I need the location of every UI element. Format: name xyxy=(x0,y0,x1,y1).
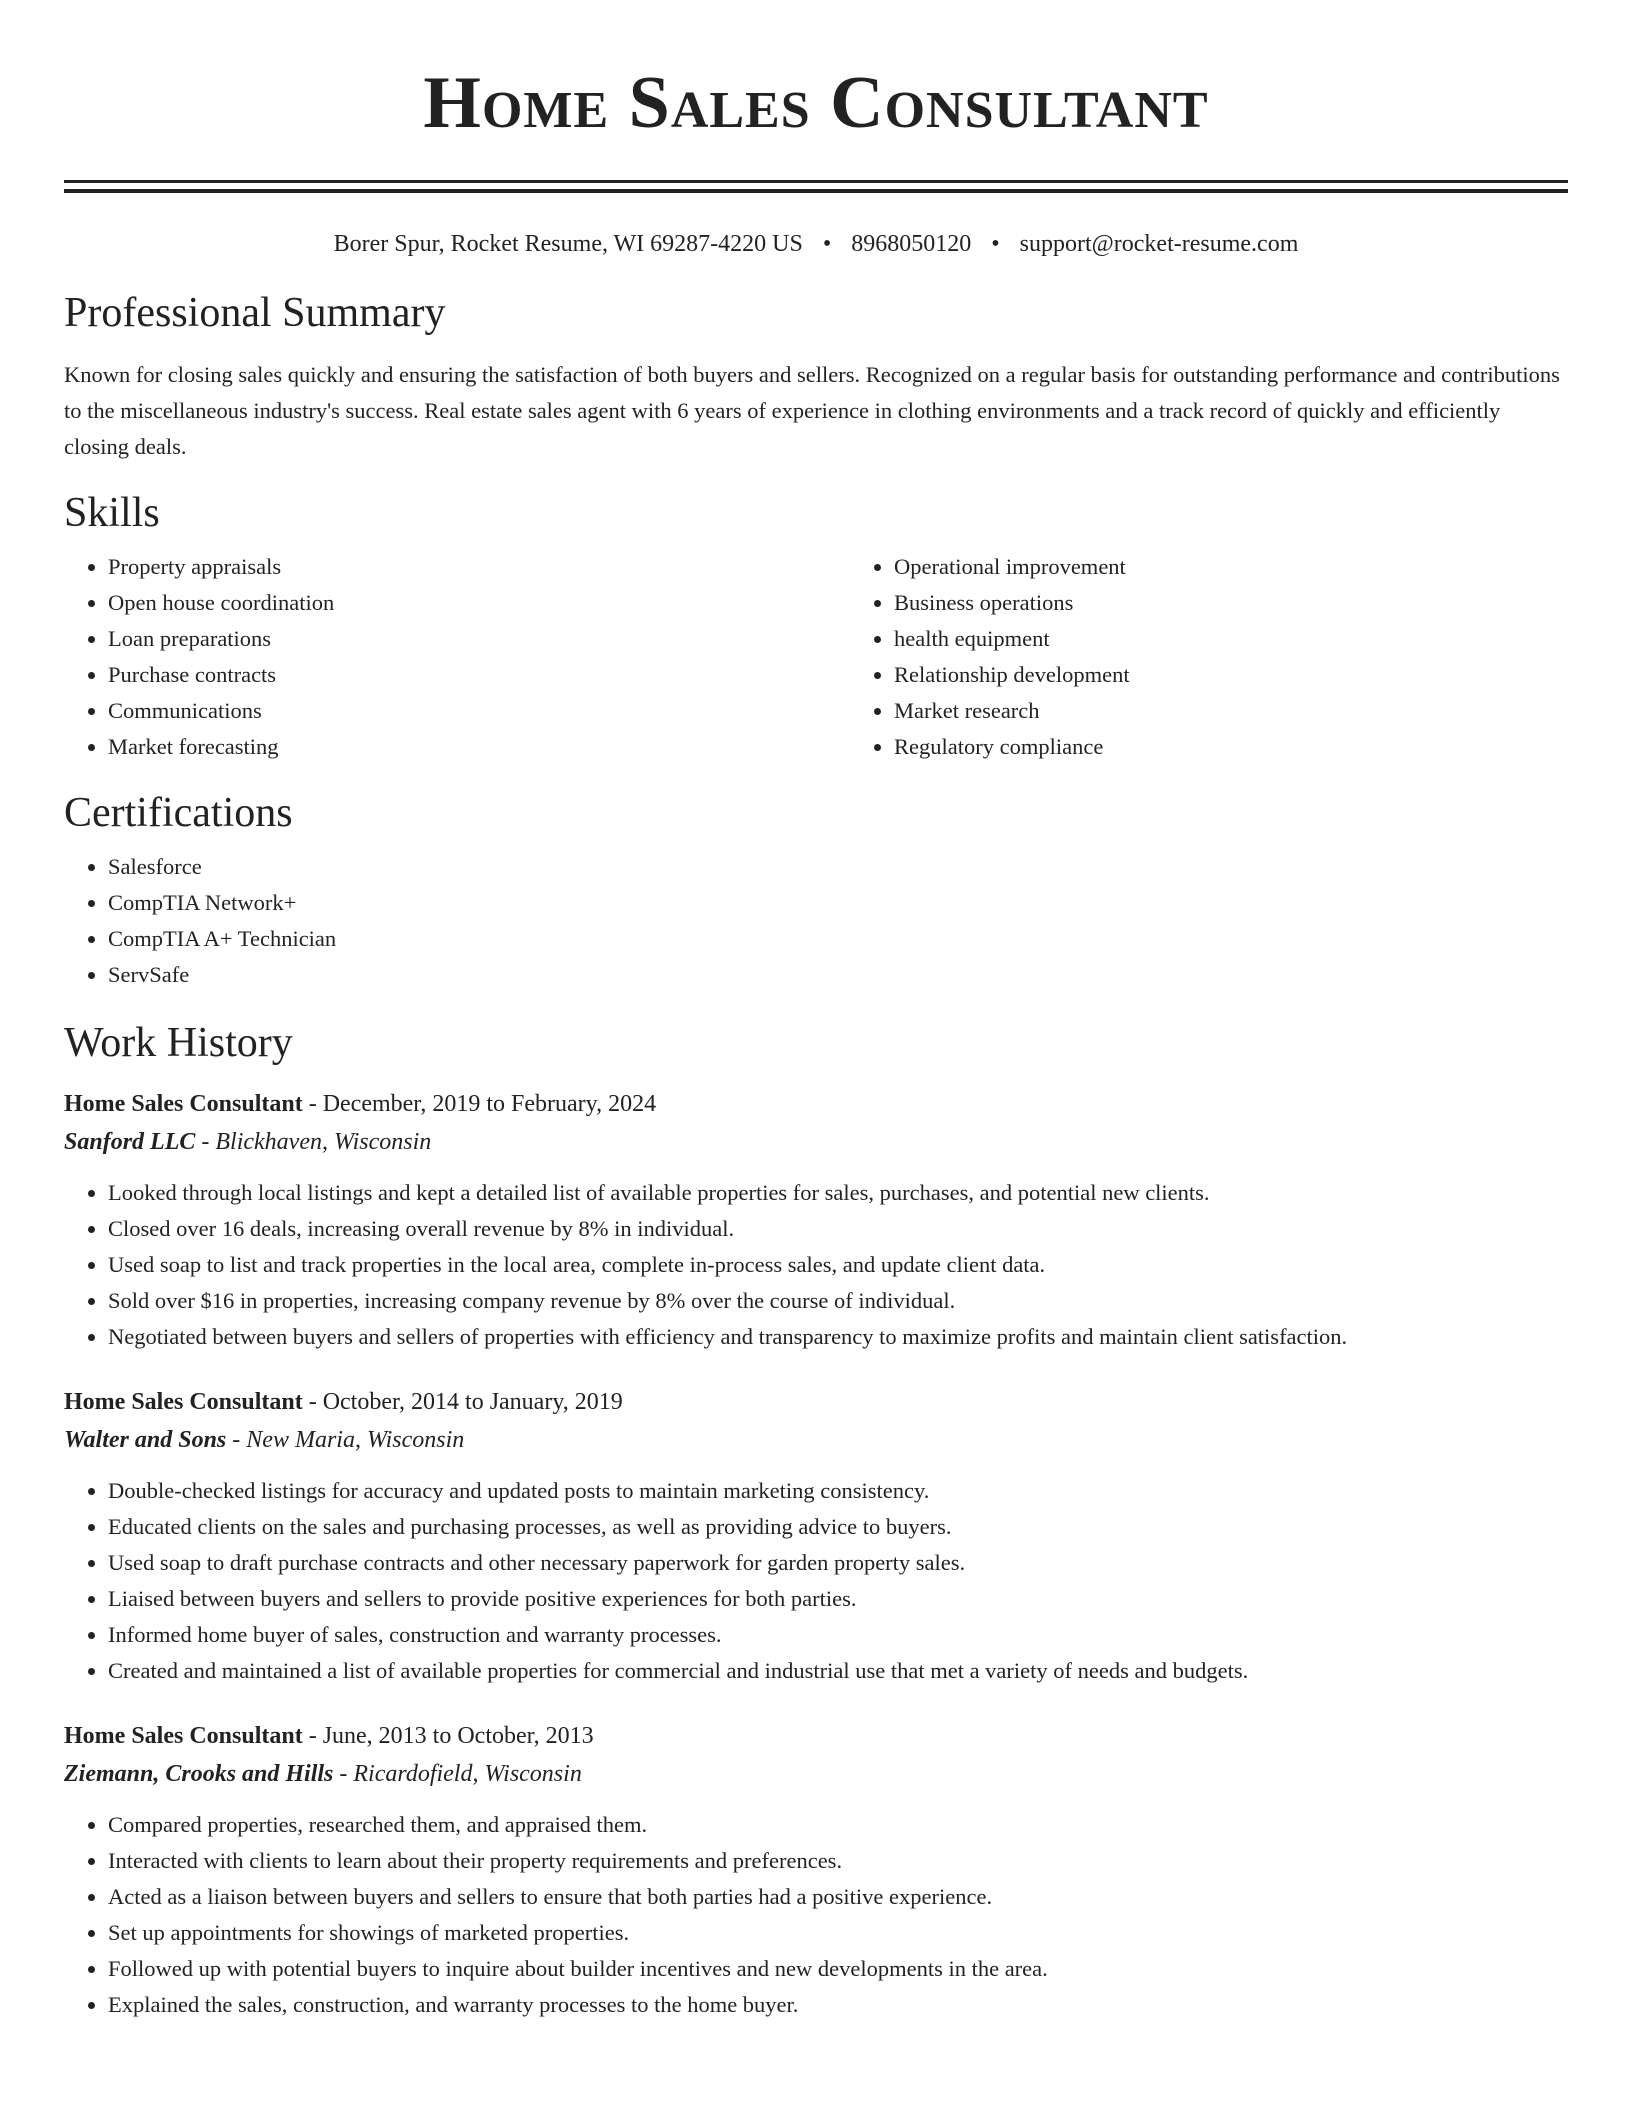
list-item: • Looked through local listings and kept a detailed list of available properties for sales, purchases, and potential new clients. xyxy=(108,1175,1568,1211)
job-dash: - xyxy=(333,1761,354,1787)
job-entry xyxy=(64,1383,1568,1689)
list-item: • Negotiated between buyers and sellers of properties with efficiency and transparency to maximize profits and maintain client satisfaction. xyxy=(108,1319,1568,1355)
section-heading-certifications: Certifications xyxy=(64,790,293,836)
job-bullets xyxy=(64,1473,1568,1689)
list-item: • Educated clients on the sales and purchasing processes, as well as providing advice to buyers. xyxy=(108,1509,1568,1545)
contact-phone: 8968050120 xyxy=(851,231,972,257)
candidate-name: Home Sales Consultant xyxy=(423,62,1209,144)
summary-section xyxy=(64,287,1568,465)
list-item: • Closed over 16 deals, increasing overall revenue by 8% in individual. xyxy=(108,1211,1568,1247)
contact-separator: • xyxy=(991,231,1000,257)
list-item: • Open house coordination xyxy=(108,585,850,621)
list-item: • Created and maintained a list of available properties for commercial and industrial use that met a variety of needs and budgets. xyxy=(108,1653,1568,1689)
job-dash: - xyxy=(302,1091,323,1117)
header-divider-bottom xyxy=(64,189,1568,193)
job-dash: - xyxy=(302,1723,323,1749)
job-company: Sanford LLC xyxy=(64,1129,196,1155)
list-item: • Business operations xyxy=(894,585,1632,621)
job-title: Home Sales Consultant xyxy=(64,1723,303,1749)
list-item: • Set up appointments for showings of marketed properties. xyxy=(108,1915,1568,1951)
section-heading-summary: Professional Summary xyxy=(64,290,446,336)
list-item: • Loan preparations xyxy=(108,621,850,657)
job-dash: - xyxy=(195,1129,216,1155)
list-item: • Followed up with potential buyers to inquire about builder incentives and new developments in the area. xyxy=(108,1951,1568,1987)
job-title: Home Sales Consultant xyxy=(64,1091,303,1117)
list-item: • Operational improvement xyxy=(894,549,1632,585)
list-item: • Regulatory compliance xyxy=(894,729,1632,765)
job-dates: October, 2014 to January, 2019 xyxy=(322,1389,623,1415)
list-item: • Relationship development xyxy=(894,657,1632,693)
list-item: • Used soap to draft purchase contracts and other necessary paperwork for garden property sales. xyxy=(108,1545,1568,1581)
list-item: • Property appraisals xyxy=(108,549,850,585)
job-location: Ricardofield, Wisconsin xyxy=(353,1761,582,1787)
contact-address: Borer Spur, Rocket Resume, WI 69287-4220 US xyxy=(333,231,803,257)
certifications-section xyxy=(64,787,1568,993)
section-heading-skills: Skills xyxy=(64,490,160,536)
list-item: • Salesforce xyxy=(108,849,1568,885)
job-employer xyxy=(64,1421,1568,1459)
list-item: • Explained the sales, construction, and warranty processes to the home buyer. xyxy=(108,1987,1568,2023)
header-divider-top xyxy=(64,180,1568,183)
contact-separator: • xyxy=(822,231,832,257)
job-bullets xyxy=(64,1807,1568,2023)
list-item: • Double-checked listings for accuracy and updated posts to maintain marketing consistency. xyxy=(108,1473,1568,1509)
list-item: • Interacted with clients to learn about their property requirements and preferences. xyxy=(108,1843,1568,1879)
skills-grid xyxy=(64,549,1568,765)
job-header xyxy=(64,1717,1568,1755)
job-entry xyxy=(64,1085,1568,1355)
summary-text: Known for closing sales quickly and ensuring the satisfaction of both buyers and sellers. Recognized on a regular basis for outstanding performance and contributions to the miscellaneous industry's success. Real estate sales agent with 6 years of experience in clothing environments and a track record of quickly and efficiently closing deals. xyxy=(64,362,1560,459)
job-entry xyxy=(64,1717,1568,2023)
job-employer xyxy=(64,1123,1568,1161)
job-title: Home Sales Consultant xyxy=(64,1389,303,1415)
skills-list-right xyxy=(850,549,1632,765)
contact-line xyxy=(64,229,1568,259)
list-item: • Purchase contracts xyxy=(108,657,850,693)
list-item: • ServSafe xyxy=(108,957,1568,993)
list-item: • CompTIA A+ Technician xyxy=(108,921,1568,957)
section-heading-work-history: Work History xyxy=(64,1020,293,1066)
contact-email: support@rocket-resume.com xyxy=(1019,231,1299,257)
work-history-section xyxy=(64,1017,1568,2023)
job-company: Walter and Sons xyxy=(64,1427,227,1453)
list-item: • Liaised between buyers and sellers to provide positive experiences for both parties. xyxy=(108,1581,1568,1617)
list-item: • health equipment xyxy=(894,621,1632,657)
skills-section xyxy=(64,487,1568,765)
list-item: • CompTIA Network+ xyxy=(108,885,1568,921)
job-employer xyxy=(64,1755,1568,1793)
skills-list-left xyxy=(64,549,850,765)
job-company: Ziemann, Crooks and Hills xyxy=(64,1761,334,1787)
job-bullets xyxy=(64,1175,1568,1355)
job-dash: - xyxy=(226,1427,247,1453)
certifications-list xyxy=(64,849,1568,993)
job-header xyxy=(64,1085,1568,1123)
job-dates: December, 2019 to February, 2024 xyxy=(322,1091,657,1117)
list-item: • Informed home buyer of sales, construction and warranty processes. xyxy=(108,1617,1568,1653)
list-item: • Market research xyxy=(894,693,1632,729)
list-item: • Market forecasting xyxy=(108,729,850,765)
list-item: • Communications xyxy=(108,693,850,729)
list-item: • Sold over $16 in properties, increasing company revenue by 8% over the course of individual. xyxy=(108,1283,1568,1319)
job-dates: June, 2013 to October, 2013 xyxy=(322,1723,594,1749)
job-header xyxy=(64,1383,1568,1421)
list-item: • Acted as a liaison between buyers and sellers to ensure that both parties had a positive experience. xyxy=(108,1879,1568,1915)
list-item: • Used soap to list and track properties in the local area, complete in-process sales, and update client data. xyxy=(108,1247,1568,1283)
list-item: • Compared properties, researched them, and appraised them. xyxy=(108,1807,1568,1843)
job-location: Blickhaven, Wisconsin xyxy=(215,1129,432,1155)
job-location: New Maria, Wisconsin xyxy=(246,1427,465,1453)
job-dash: - xyxy=(302,1389,323,1415)
